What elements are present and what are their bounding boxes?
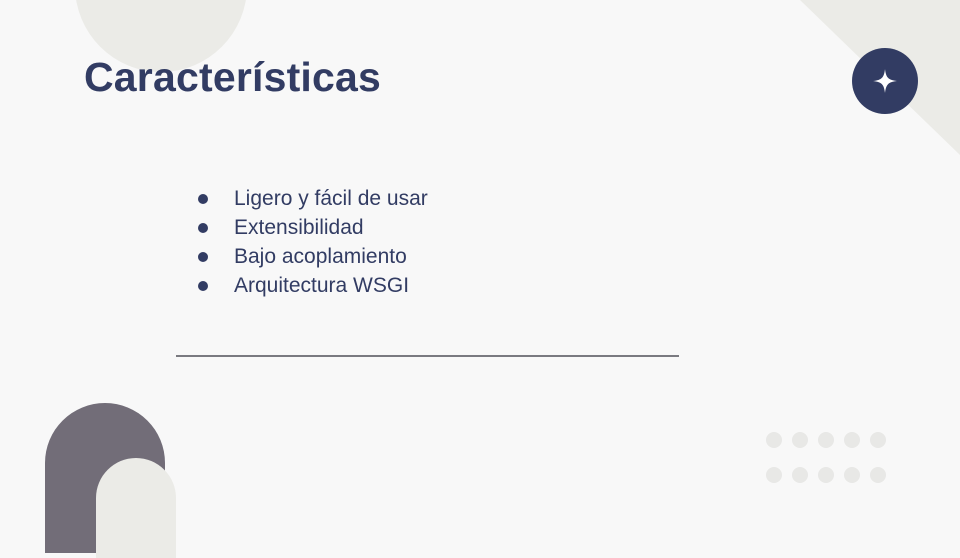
- list-item-text: Ligero y fácil de usar: [234, 186, 428, 210]
- dot: [870, 432, 886, 448]
- list-item: [198, 213, 428, 242]
- list-item: [198, 242, 428, 271]
- divider-line: [176, 355, 679, 357]
- dot: [766, 432, 782, 448]
- sparkle-star-icon: [872, 68, 898, 94]
- star-badge: [852, 48, 918, 114]
- bullet-icon: [198, 194, 208, 204]
- dot: [792, 467, 808, 483]
- decorative-dot-grid: [766, 432, 886, 483]
- list-item-text: Extensibilidad: [234, 215, 364, 239]
- feature-list: [198, 184, 428, 300]
- dot: [844, 467, 860, 483]
- dot: [818, 432, 834, 448]
- slide-title: Características: [84, 54, 382, 100]
- dot: [818, 467, 834, 483]
- list-item-text: Bajo acoplamiento: [234, 244, 407, 268]
- bullet-icon: [198, 281, 208, 291]
- dot: [792, 432, 808, 448]
- dot: [844, 432, 860, 448]
- list-item: [198, 184, 428, 213]
- dot: [870, 467, 886, 483]
- list-item: [198, 271, 428, 300]
- bullet-icon: [198, 223, 208, 233]
- dot: [766, 467, 782, 483]
- decorative-arch-light: [96, 458, 176, 558]
- bullet-icon: [198, 252, 208, 262]
- list-item-text: Arquitectura WSGI: [234, 273, 410, 297]
